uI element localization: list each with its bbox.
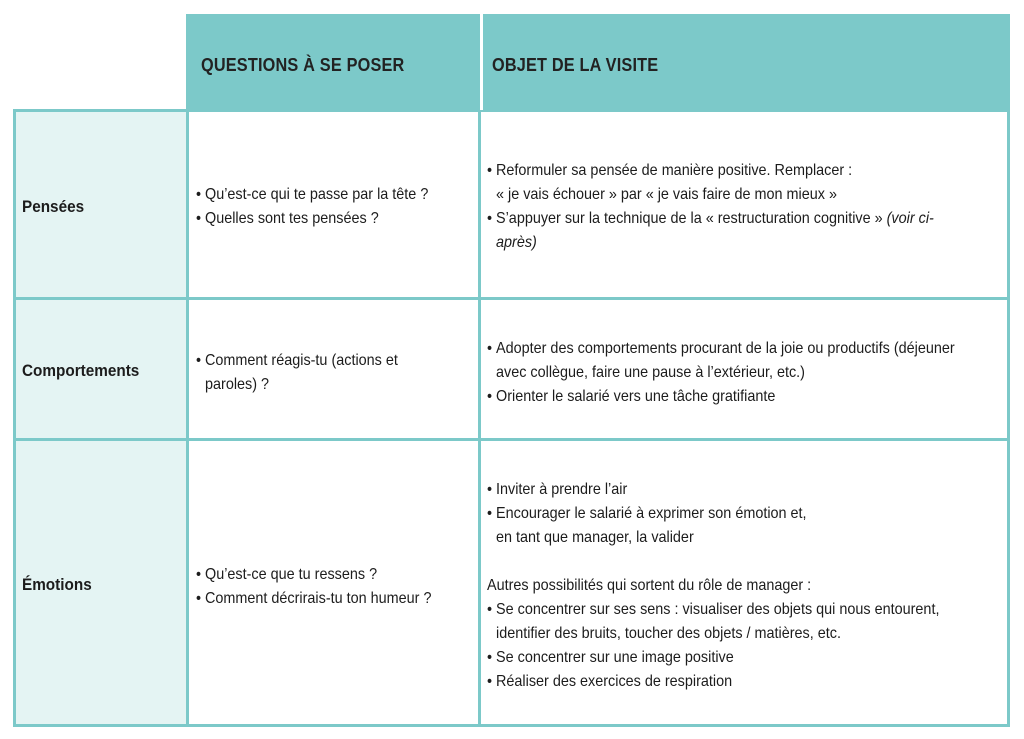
list-item: • Se concentrer sur une image positive bbox=[487, 646, 939, 670]
text: Reformuler sa pensée de manière positive. Remplacer : bbox=[496, 162, 853, 179]
grid-line bbox=[1007, 14, 1010, 727]
list-item: • Qu’est-ce que tu ressens ? bbox=[196, 563, 431, 587]
list-item: • Encourager le salarié à exprimer son émotion et, bbox=[487, 502, 939, 526]
list-item: • Quelles sont tes pensées ? bbox=[196, 207, 428, 231]
row-head-pensees: Pensées bbox=[22, 197, 85, 216]
text: avec collègue, faire une pause à l’extérieur, etc.) bbox=[496, 364, 805, 381]
text-italic: après) bbox=[496, 234, 537, 251]
row-head-emotions: Émotions bbox=[22, 575, 92, 594]
grid-line bbox=[13, 109, 1009, 112]
questions-emotions bbox=[196, 563, 458, 611]
text: « je vais échouer » par « je vais faire de mon mieux » bbox=[496, 186, 837, 203]
grid-line bbox=[186, 14, 189, 727]
questions-comportements bbox=[196, 349, 420, 397]
questions-pensees bbox=[196, 183, 454, 231]
grid-line bbox=[478, 14, 481, 727]
list-item: • Orienter le salarié vers une tâche gratifiante bbox=[487, 385, 955, 409]
grid-line bbox=[13, 724, 1009, 727]
intro-text: Autres possibilités qui sortent du rôle de manager : bbox=[487, 577, 812, 594]
list-item bbox=[487, 159, 934, 183]
list-item bbox=[487, 207, 934, 231]
list-item: • Réaliser des exercices de respiration bbox=[487, 670, 939, 694]
grid-line bbox=[13, 438, 1009, 441]
list-item: • Comment réagis-tu (actions et bbox=[196, 349, 398, 373]
list-item: • Se concentrer sur ses sens : visualiser des objets qui nous entourent, bbox=[487, 598, 939, 622]
spacer bbox=[487, 550, 939, 574]
objet-pensees bbox=[487, 159, 983, 255]
list-item: • Inviter à prendre l’air bbox=[487, 478, 939, 502]
grid-line bbox=[13, 297, 1009, 300]
objet-comportements bbox=[487, 337, 1007, 409]
text: S’appuyer sur la technique de la « restructuration cognitive » bbox=[496, 210, 887, 227]
header-divider bbox=[480, 14, 483, 110]
text: paroles) ? bbox=[205, 376, 270, 393]
header-questions: QUESTIONS À SE POSER bbox=[201, 54, 405, 75]
text: en tant que manager, la valider bbox=[496, 529, 694, 546]
grid-line bbox=[13, 109, 16, 727]
row-head-comportements: Comportements bbox=[22, 361, 140, 380]
text: identifier des bruits, toucher des objets / matières, etc. bbox=[496, 625, 841, 642]
header-objet: OBJET DE LA VISITE bbox=[492, 54, 659, 75]
list-item: • Comment décrirais-tu ton humeur ? bbox=[196, 587, 431, 611]
list-item: • Qu’est-ce qui te passe par la tête ? bbox=[196, 183, 428, 207]
list-item: • Adopter des comportements procurant de la joie ou productifs (déjeuner bbox=[487, 337, 955, 361]
objet-emotions bbox=[487, 478, 990, 694]
text-italic: (voir ci- bbox=[886, 210, 934, 227]
